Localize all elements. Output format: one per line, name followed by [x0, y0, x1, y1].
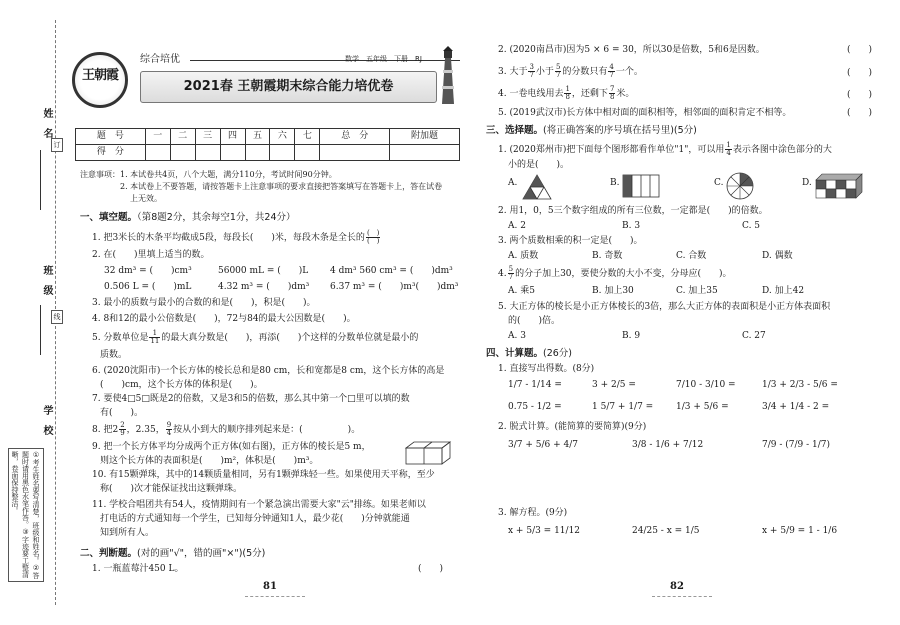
section1-heading: 一、填空题。	[80, 212, 138, 223]
section2-heading: 二、判断题。	[80, 548, 138, 559]
s3-q4-option-a[interactable]: A. 乘5	[508, 286, 535, 296]
s3-q2: 2. 用1，0，5三个数字组成的所有三位数，一定都是( )的倍数。	[498, 206, 768, 216]
notice-line-3: 上无效。	[130, 194, 162, 203]
cuboid-figure	[404, 440, 454, 466]
score-header-cell: 一	[145, 129, 170, 145]
s1-q2: 2. 在( )里填上适当的数。	[92, 250, 210, 260]
s3-q5-option-b[interactable]: B. 9	[622, 331, 641, 341]
s4-q2-expr: 7/9 - (7/9 - 1/7)	[762, 440, 831, 450]
s1-q10: 10. 有15颗弹珠，其中的14颗质量相同，另有1颗弹珠轻一些。如果使用天平称，至少	[92, 470, 435, 480]
score-cell[interactable]	[320, 145, 390, 161]
numerator: 4	[609, 63, 614, 71]
class-line	[40, 305, 41, 355]
s4-q2: 2. 脱式计算。(能简算的要简算)(9分)	[498, 422, 647, 432]
s2-q2: 2. (2020南昌市)因为5 × 6 = 30，所以30是倍数，5和6是因数。	[498, 45, 765, 55]
s1-q10-cont: 称( )次才能保证找出这颗弹珠。	[100, 484, 243, 494]
s1-q4: 4. 8和12的最小公倍数是( )，72与84的最大公因数是( )。	[92, 314, 356, 324]
score-header-cell: 五	[245, 129, 270, 145]
rectangle-figure	[622, 174, 660, 198]
page-number-right: 82	[670, 581, 684, 592]
s2-q3-text-c: 的分数只有	[562, 67, 608, 77]
s3-q4-text-b: 的分子加上30，要使分数的大小不变，分母应( )。	[515, 269, 732, 279]
s3-q1-option-a[interactable]: A.	[508, 178, 518, 188]
section2-note: (对的画"√"，错的画"×")(5分)	[137, 548, 266, 559]
denominator: 4	[726, 149, 731, 157]
denominator: 7	[508, 273, 514, 281]
denominator: 11	[150, 337, 160, 345]
triangle-figure	[522, 174, 552, 200]
s3-q1-text-b: 表示各图中涂色部分的大	[732, 145, 832, 155]
denominator: ( )	[366, 237, 380, 245]
score-header-cell: 六	[270, 129, 295, 145]
s1-q2-cell: 56000 mL = ( )L	[218, 266, 309, 276]
numerator: 5	[508, 265, 514, 273]
numerator: 1	[149, 330, 160, 338]
s3-q4-option-c[interactable]: C. 加上35	[676, 286, 718, 296]
school-label: 学 校	[41, 405, 52, 435]
s1-q8-text-c: 按从小到大的顺序排列起来是：( )。	[173, 425, 361, 435]
s3-q5-option-a[interactable]: A. 3	[508, 331, 526, 341]
section4-note: (26分)	[543, 348, 573, 359]
s1-q2-cell: 6.37 m³ = ( )m³( )dm³	[330, 282, 459, 292]
s4-q1-item: 0.75 - 1/2 =	[508, 402, 562, 412]
score-header-cell: 题 号	[76, 129, 146, 145]
s1-q8-text-b: ，2.35，	[126, 425, 165, 435]
s1-q5	[92, 330, 418, 345]
s2-q3	[498, 64, 643, 79]
fraction	[119, 422, 125, 437]
s1-q11-cont2: 知到所有人。	[100, 528, 155, 538]
s1-q7: 7. 要使4□5□既是2的倍数，又是3和5的倍数，那么其中第一个□里可以填的数	[92, 394, 410, 404]
s4-q1: 1. 直接写出得数。(8分)	[498, 364, 595, 374]
fraction	[528, 64, 534, 79]
fraction	[725, 142, 731, 157]
s1-q11: 11. 学校合唱团共有54人，疫情期间有一个紧急演出需要大家"云"排练。如果老师以	[92, 500, 426, 510]
s4-q1-item: 3 + 2/5 =	[592, 380, 636, 390]
s1-q6-cont: ( )cm，这个长方体的体积是( )。	[100, 380, 263, 390]
page-number-decoration	[652, 596, 712, 603]
s2-q3-answer[interactable]: ( )	[847, 68, 873, 78]
s2-q4	[498, 86, 634, 101]
s3-q1-text-a: 1. (2020郑州市)把下面每个图形都看作单位"1"，可以用	[498, 145, 725, 155]
s1-q2-cell: 4.32 m³ = ( )dm³	[218, 282, 310, 292]
fraction	[564, 86, 570, 101]
right-page	[462, 0, 900, 625]
s2-q4-text-b: ，还剩下	[571, 89, 608, 99]
denominator: 7	[555, 71, 561, 79]
s1-q5-text-a: 5. 分数单位是	[92, 333, 149, 343]
s3-q3: 3. 两个质数相乘的积一定是( )。	[498, 236, 643, 246]
cut-mark: 订	[51, 138, 63, 152]
s3-q5-cont: 的( )倍。	[508, 316, 561, 326]
s3-q1-option-c[interactable]: C.	[714, 178, 724, 188]
brand-logo	[72, 52, 128, 108]
score-cell[interactable]	[220, 145, 245, 161]
s4-q1-item: 1/7 - 1/14 =	[508, 380, 562, 390]
fraction	[366, 230, 380, 245]
series-label: 综合培优	[140, 54, 180, 65]
numerator: 3	[529, 63, 534, 71]
denominator: 8	[609, 93, 615, 101]
notice-line-2: 2. 本试卷上不要答题，请按答题卡上注意事项的要求直接把答案填写在答题卡上，答在试卷	[120, 182, 443, 191]
section1-title	[80, 212, 296, 224]
section4-heading: 四、计算题。	[486, 348, 544, 359]
s1-q2-cell: 32 dm³ = ( )cm³	[104, 266, 192, 276]
grade-meta: 数学 五年级 下册 RJ	[345, 55, 422, 63]
score-value-row	[76, 145, 460, 161]
denominator: 4	[166, 429, 172, 437]
s3-q3-option-c[interactable]: C. 合数	[676, 251, 707, 261]
page-number-decoration	[245, 596, 305, 603]
line-mark: 线	[51, 310, 63, 324]
s4-q1-item: 7/10 - 3/10 =	[676, 380, 736, 390]
candidate-notice: ①考生姓名要写清楚，班级和姓名。②答题时请用黑色水笔作答。③字迹要工整清晰，卷面保持整洁。	[8, 448, 44, 582]
fraction	[609, 86, 615, 101]
s2-q3-text-b: 小于	[535, 67, 554, 77]
score-cell[interactable]	[390, 145, 460, 161]
name-line	[40, 150, 41, 210]
s2-q1: 1. 一瓶蓝莓汁450 L。	[92, 564, 184, 574]
fraction	[555, 64, 561, 79]
s1-q6: 6. (2020沈阳市)一个长方体的棱长总和是80 cm，长和宽都是8 cm，这个长方体的高是	[92, 366, 445, 376]
s3-q1-option-b[interactable]: B.	[610, 178, 620, 188]
s2-q4-text-c: 米。	[616, 89, 635, 99]
s4-q1-item: 1/3 + 2/3 - 5/6 =	[762, 380, 838, 390]
s1-q2-cell: 4 dm³ 560 cm³ = ( )dm³	[330, 266, 453, 276]
score-header-cell: 四	[220, 129, 245, 145]
s3-q3-option-d[interactable]: D. 偶数	[762, 251, 793, 261]
numerator: 1	[565, 85, 570, 93]
s3-q2-option-b[interactable]: B. 3	[622, 221, 641, 231]
s2-q5-answer[interactable]: ( )	[847, 108, 873, 118]
section3-title	[486, 125, 697, 137]
numerator: 9	[166, 421, 172, 429]
denominator: 8	[565, 93, 570, 101]
s4-q2-expr: 3/7 + 5/6 + 4/7	[508, 440, 578, 450]
score-header-cell: 二	[170, 129, 195, 145]
fraction	[149, 330, 160, 345]
score-header-cell: 三	[195, 129, 220, 145]
s1-q8-text-a: 8. 把2	[92, 425, 119, 435]
s4-q1-item: 1 5/7 + 1/7 =	[592, 402, 654, 412]
fraction	[166, 422, 172, 437]
lighthouse-icon	[438, 46, 458, 106]
s2-q3-text-a: 3. 大于	[498, 67, 528, 77]
numerator: 7	[609, 85, 615, 93]
section3-heading: 三、选择题。	[486, 125, 544, 136]
notice-line-1: 注意事项：1. 本试卷共4页，八个大题，满分110分，考试时间90分钟。	[80, 170, 337, 179]
score-header-cell: 附加题	[390, 129, 460, 145]
s3-q5: 5. 大正方体的棱长是小正方体棱长的3倍，那么大正方体的表面积是小正方体表面积	[498, 302, 831, 312]
cube-stack-figure	[814, 172, 864, 200]
page-number-left: 81	[263, 581, 277, 592]
score-cell[interactable]	[245, 145, 270, 161]
score-cell[interactable]	[170, 145, 195, 161]
s4-q3: 3. 解方程。(9分)	[498, 508, 568, 518]
s1-q3: 3. 最小的质数与最小的合数的和是( )，积是( )。	[92, 298, 316, 308]
fraction	[508, 266, 514, 281]
section4-title	[486, 348, 572, 360]
s3-q4-option-d[interactable]: D. 加上42	[762, 286, 805, 296]
score-header-cell: 总 分	[320, 129, 390, 145]
name-label: 姓 名	[41, 108, 52, 138]
s1-q1-text: 1. 把3米长的木条平均截成5段，每段长( )米，每段木条是全长的	[92, 233, 365, 243]
circle-figure	[726, 172, 754, 200]
score-row-label: 得 分	[76, 145, 146, 161]
s4-q1-item: 1/3 + 5/6 =	[676, 402, 729, 412]
s4-q3-expr: 24/25 - x = 1/5	[632, 526, 700, 536]
logo-text: 王朝霞	[81, 68, 118, 83]
s3-q5-option-c[interactable]: C. 27	[742, 331, 766, 341]
s2-q1-answer[interactable]: ( )	[418, 564, 444, 574]
s3-q1-option-d[interactable]: D.	[802, 178, 812, 188]
s3-q3-option-b[interactable]: B. 奇数	[592, 251, 623, 261]
score-header-cell: 七	[295, 129, 320, 145]
s1-q8	[92, 422, 360, 437]
s2-q4-text-a: 4. 一卷电线用去	[498, 89, 564, 99]
denominator: 9	[120, 429, 125, 437]
score-table	[75, 128, 460, 161]
s4-q2-expr: 3/8 - 1/6 + 7/12	[632, 440, 704, 450]
section3-note: (将正确答案的序号填在括号里)(5分)	[543, 125, 697, 136]
s2-q4-answer[interactable]: ( )	[847, 90, 873, 100]
class-label: 班 级	[41, 265, 52, 295]
s2-q3-text-d: 一个。	[615, 67, 643, 77]
fraction	[608, 64, 614, 79]
exam-title: 2021春 王朝霞期末综合能力培优卷	[140, 71, 437, 103]
s2-q5: 5. (2019武汉市)长方体中相对面的面积相等，相邻面的面积肯定不相等。	[498, 108, 792, 118]
denominator: 7	[529, 71, 534, 79]
s1-q2-cell: 0.506 L = ( )mL	[104, 282, 192, 292]
score-cell[interactable]	[145, 145, 170, 161]
s3-q4	[498, 266, 732, 281]
s3-q4-text-a: 4.	[498, 269, 507, 279]
s3-q2-option-c[interactable]: C. 5	[742, 221, 761, 231]
s4-q1-item: 3/4 + 1/4 - 2 =	[762, 402, 830, 412]
s3-q3-option-a[interactable]: A. 质数	[508, 251, 539, 261]
s1-q7-cont: 有( )。	[100, 408, 144, 418]
score-cell[interactable]	[295, 145, 320, 161]
section1-note: （第8题2分，其余每空1分，共24分）	[137, 212, 296, 223]
s1-q5-text-b: 的最大真分数是( )，再添( )个这样的分数单位就是最小的	[161, 333, 419, 343]
score-cell[interactable]	[195, 145, 220, 161]
s1-q11-cont: 打电话的方式通知每一个学生，已知每分钟通知1人，最少花( )分钟就能通	[100, 514, 410, 524]
s3-q2-option-a[interactable]: A. 2	[508, 221, 526, 231]
s1-q1	[92, 230, 381, 245]
s3-q1	[498, 142, 832, 157]
s1-q9-cont: 则这个长方体的表面积是( )m²，体积是( )m³。	[100, 456, 319, 466]
s3-q4-option-b[interactable]: B. 加上30	[592, 286, 634, 296]
numerator: ( )	[366, 229, 380, 237]
s1-q9: 9. 把一个长方体平均分成两个正方体(如右图)，正方体的棱长是5 m，	[92, 442, 371, 452]
score-header-row	[76, 129, 460, 145]
numerator: 5	[555, 63, 561, 71]
s4-q3-expr: x + 5/9 = 1 - 1/6	[762, 526, 838, 536]
score-cell[interactable]	[270, 145, 295, 161]
numerator: 1	[726, 141, 731, 149]
s4-q3-expr: x + 5/3 = 11/12	[508, 526, 581, 536]
s1-q5-cont: 质数。	[100, 350, 128, 360]
s3-q1-cont: 小的是( )。	[508, 160, 570, 170]
numerator: 2	[120, 421, 125, 429]
section2-title	[80, 548, 265, 560]
denominator: 7	[609, 71, 614, 79]
s2-q2-answer[interactable]: ( )	[847, 45, 873, 55]
